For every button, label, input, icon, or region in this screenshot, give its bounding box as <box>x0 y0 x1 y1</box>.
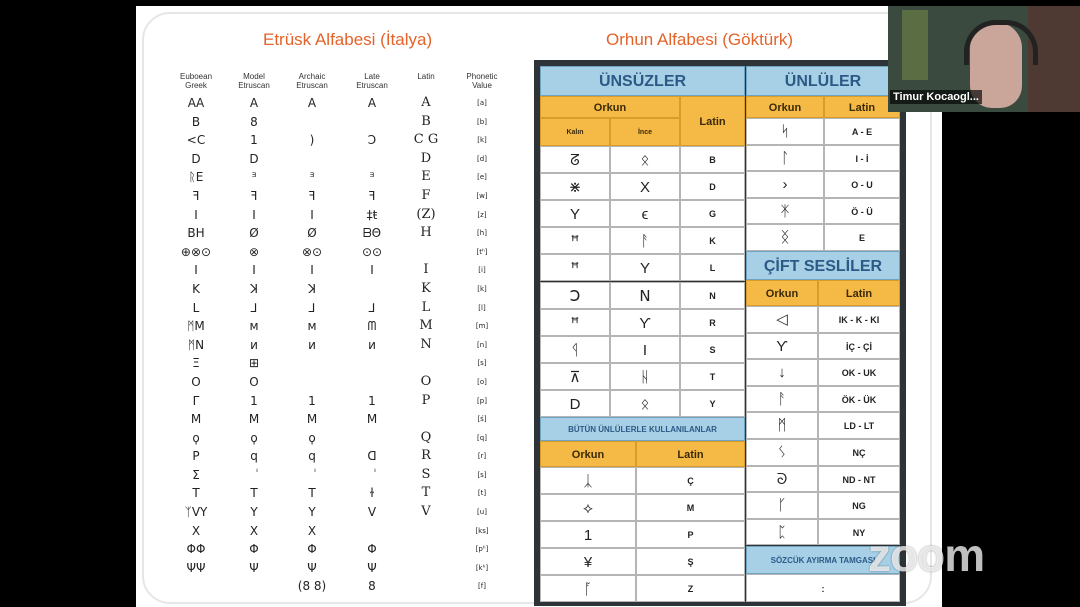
header-line-1: Phonetic <box>466 72 498 81</box>
header-line-1: Euboean <box>179 72 213 81</box>
etruscan-cell: F <box>421 187 431 203</box>
etruscan-cell: [ks] <box>475 526 489 535</box>
etruscan-cell: ⅃ <box>250 300 258 315</box>
etruscan-cell: P <box>421 392 431 408</box>
etruscan-cell: Ψ <box>307 560 317 575</box>
etruscan-cell: [z] <box>477 210 487 219</box>
etruscan-cell: X <box>191 523 201 538</box>
unluler-header: ÜNLÜLER <box>746 66 900 96</box>
etruscan-cell: ᛗN <box>187 337 205 352</box>
etruscan-column-header <box>346 72 398 90</box>
consonant-ince: ᛟ <box>610 146 680 173</box>
etruscan-cell: [tʰ] <box>476 247 488 256</box>
etruscan-cell: K <box>421 280 431 296</box>
headphones-icon <box>964 20 1038 65</box>
etruscan-row <box>166 113 526 132</box>
etruscan-cell: T <box>308 486 316 501</box>
etruscan-cell: T <box>421 485 431 501</box>
etruscan-cell: [r] <box>477 452 487 461</box>
etruscan-row <box>166 317 526 336</box>
etruscan-cell: ΒH <box>187 226 205 241</box>
cift-orkun: ᛈ <box>746 519 818 546</box>
consonant-ince: X <box>610 173 680 200</box>
etruscan-cell: 1 <box>368 393 376 408</box>
cift-latin: İÇ - Çİ <box>818 333 900 360</box>
header-line-2: Etruscan <box>238 81 270 90</box>
etruscan-cell: A <box>307 96 317 110</box>
etruscan-row <box>166 354 526 373</box>
cift-latin: IK - K - KI <box>818 306 900 333</box>
etruscan-cell: ΦΦ <box>186 542 206 557</box>
etruscan-cell: E <box>421 169 431 185</box>
etruscan-row <box>166 410 526 429</box>
etruscan-cell: (Z) <box>416 206 436 222</box>
etruscan-cell: ꟻ <box>308 188 316 203</box>
etruscan-row <box>166 503 526 522</box>
etruscan-cell: [h] <box>477 229 487 238</box>
cift-orkun: ◁ <box>746 306 818 333</box>
etruscan-cell: Φ <box>307 542 317 557</box>
etruscan-cell: q <box>250 449 258 464</box>
etruscan-row <box>166 392 526 411</box>
vowel-latin: I - İ <box>824 145 900 172</box>
etruscan-cell: Y <box>308 505 316 520</box>
etruscan-cell: ᛗM <box>187 319 205 334</box>
etruscan-cell: ᴍ <box>249 319 259 334</box>
etruscan-cell: Ψ <box>367 560 377 575</box>
etruscan-cell: 1 <box>308 393 316 408</box>
etruscan-row <box>166 150 526 169</box>
etruscan-cell: [u] <box>477 508 487 517</box>
cift-latin: ND - NT <box>818 466 900 493</box>
etruscan-cell: C G <box>413 132 439 148</box>
consonant-ince: ᛟ <box>610 390 680 417</box>
etruscan-cell: K <box>192 281 200 296</box>
etruscan-row <box>166 94 526 113</box>
latin-label: Latin <box>818 280 900 306</box>
etruscan-cell: M <box>419 318 433 334</box>
etruscan-cell: M <box>366 412 378 427</box>
etruscan-cell: ᴲ <box>309 170 315 185</box>
etruscan-cell: ⅃ <box>308 300 316 315</box>
etruscan-cell <box>228 466 280 484</box>
etruscan-column-header <box>406 72 446 81</box>
etruscan-cell: ϙ <box>192 430 200 445</box>
cift-orkun: ᛗ <box>746 412 818 439</box>
etruscan-cell: ꓘ <box>308 281 316 296</box>
common-orkun: 1 <box>540 521 636 548</box>
header-line-2: Value <box>472 81 492 90</box>
etruscan-cell: D <box>191 151 201 166</box>
vowel-orkun: ᛚ <box>746 145 824 172</box>
etruscan-row <box>166 522 526 541</box>
consonant-kalin: Ↄ <box>540 282 610 309</box>
etruscan-cell: A <box>421 95 431 110</box>
header-line-1: Latin <box>417 72 435 81</box>
etruscan-row <box>166 206 526 225</box>
consonant-latin: K <box>680 227 745 254</box>
etruscan-cell: L <box>192 300 200 315</box>
etruscan-cell: Y <box>250 505 258 520</box>
etruscan-cell: ᚱE <box>188 170 204 185</box>
consonant-kalin: D <box>540 390 610 417</box>
etruscan-cell: O <box>420 373 432 389</box>
etruscan-cell: M <box>248 412 260 427</box>
cift-orkun: ᚴ <box>746 492 818 519</box>
word-separator-symbol: : <box>746 574 900 602</box>
etruscan-cell: T <box>250 486 258 501</box>
cift-latin: NG <box>818 492 900 519</box>
common-latin: P <box>636 521 745 548</box>
consonant-kalin: ⋇ <box>540 173 610 200</box>
etruscan-cell: q <box>308 449 316 464</box>
background-poster <box>902 10 928 80</box>
consonant-latin: B <box>680 146 745 173</box>
etruscan-cell: ⊙⊙ <box>361 244 383 259</box>
etruscan-cell: V <box>367 505 377 520</box>
consonant-latin: T <box>680 363 745 390</box>
etruscan-cell: H <box>420 225 432 241</box>
etruscan-row <box>166 484 526 503</box>
cift-latin: NY <box>818 519 900 546</box>
orkun-label: Orkun <box>540 96 680 118</box>
etruscan-cell: V <box>421 504 431 520</box>
etruscan-row <box>166 466 526 485</box>
consonant-latin: N <box>680 282 745 309</box>
consonant-ince: I <box>610 336 680 363</box>
vowel-latin: O - U <box>824 171 900 198</box>
etruscan-cell: Φ <box>249 542 259 557</box>
vowel-orkun: ᛝ <box>746 224 824 251</box>
etruscan-cell: [k] <box>477 284 487 293</box>
etruscan-cell: [a] <box>477 99 487 107</box>
etruscan-cell: ᛉVY <box>184 505 208 520</box>
etruscan-cell: ꟻ <box>192 188 200 203</box>
etruscan-cell: 1 <box>250 393 258 408</box>
etruscan-cell: O <box>191 374 201 389</box>
etruscan-row <box>166 299 526 318</box>
etruscan-cell: ϙ <box>308 430 316 445</box>
etruscan-cell: [pʰ] <box>475 545 489 554</box>
etruscan-column-header <box>228 72 280 90</box>
etruscan-title: Etrüsk Alfabesi (İtalya) <box>263 30 433 49</box>
latin-label: Latin <box>680 96 745 146</box>
etruscan-cell: L <box>421 299 431 315</box>
word-separator-header: SÖZCÜK AYIRMA TAMGASI <box>746 546 900 574</box>
etruscan-cell: [m] <box>475 322 489 331</box>
etruscan-cell: [kʰ] <box>475 563 489 572</box>
etruscan-cell: [t] <box>477 489 487 498</box>
etruscan-cell: [p] <box>477 396 487 405</box>
etruscan-cell: <C <box>186 133 206 148</box>
participant-name: Timur Kocaogl... <box>890 90 982 104</box>
etruscan-row <box>166 224 526 243</box>
etruscan-cell: Ø <box>249 226 259 241</box>
etruscan-cell: ꓘ <box>250 281 258 296</box>
etruscan-column-header <box>168 72 224 90</box>
etruscan-cell: ⊕⊗⊙ <box>180 244 212 259</box>
etruscan-cell: ᴎ <box>308 337 316 352</box>
etruscan-cell: I <box>370 263 374 278</box>
etruscan-cell: ᴎ <box>250 337 258 352</box>
consonant-latin: D <box>680 173 745 200</box>
header-line-2: Greek <box>185 81 207 90</box>
etruscan-cell: M <box>306 412 318 427</box>
consonant-latin: L <box>680 254 745 281</box>
cift-orkun: ↓ <box>746 359 818 386</box>
orkun-label: Orkun <box>746 96 824 118</box>
cift-orkun: ᚨ <box>746 386 818 413</box>
kalin-label: Kalın <box>540 118 610 146</box>
vowel-orkun: ᛋ <box>746 118 824 145</box>
common-orkun: ⟡ <box>540 494 636 521</box>
etruscan-cell: [e] <box>477 173 487 182</box>
consonant-ince: ꓠ <box>610 282 680 309</box>
etruscan-cell: 8 <box>368 579 376 594</box>
consonant-latin: S <box>680 336 745 363</box>
consonant-ince: Y <box>610 254 680 281</box>
etruscan-cell: ᴍ <box>307 319 317 334</box>
vowel-orkun: › <box>746 171 824 198</box>
common-orkun: ¥ <box>540 548 636 575</box>
common-latin: M <box>636 494 745 521</box>
etruscan-cell: D <box>249 151 259 166</box>
etruscan-cell: T <box>192 486 200 501</box>
consonant-kalin: ꟸ <box>540 254 610 281</box>
common-latin: Ş <box>636 548 745 575</box>
common-orkun: ᚪ <box>540 575 636 602</box>
consonant-ince: ϒ <box>610 309 680 336</box>
cift-orkun: ϒ <box>746 333 818 360</box>
etruscan-cell: (8 8) <box>297 579 327 594</box>
consonant-latin: R <box>680 309 745 336</box>
etruscan-cell: ꟻ <box>250 188 258 203</box>
etruscan-row <box>166 131 526 150</box>
etruscan-row <box>166 429 526 448</box>
etruscan-cell: [s] <box>477 470 487 479</box>
header-line-1: Model <box>243 72 265 81</box>
cift-sesliler-header: ÇİFT SESLİLER <box>746 251 900 280</box>
etruscan-cell: [q] <box>477 433 487 442</box>
cift-orkun: ᘐ <box>746 466 818 493</box>
etruscan-cell: A <box>249 96 259 110</box>
etruscan-cell: I <box>194 263 198 278</box>
etruscan-cell: [o] <box>477 377 487 386</box>
video-thumbnail[interactable] <box>888 6 1080 112</box>
orkun-label: Orkun <box>540 441 636 467</box>
etruscan-cell: [f] <box>478 582 486 591</box>
header-line-1: Archaic <box>298 72 326 81</box>
etruscan-cell: Q <box>420 429 432 445</box>
etruscan-cell: ΨΨ <box>186 560 206 575</box>
etruscan-cell: P <box>192 449 200 464</box>
etruscan-cell: Ξ <box>192 356 200 371</box>
consonant-ince: ϵ <box>610 200 680 227</box>
etruscan-row <box>166 336 526 355</box>
etruscan-cell <box>346 466 398 484</box>
etruscan-row <box>166 577 526 596</box>
cift-latin: LD - LT <box>818 412 900 439</box>
cift-latin: ÖK - ÜK <box>818 386 900 413</box>
etruscan-cell: D <box>420 150 432 166</box>
consonant-kalin: ⊼ <box>540 363 610 390</box>
etruscan-cell: X <box>307 523 317 538</box>
common-latin: Z <box>636 575 745 602</box>
etruscan-row <box>166 447 526 466</box>
etruscan-cell: R <box>421 448 431 464</box>
etruscan-cell: ꟻ <box>368 188 376 203</box>
etruscan-cell: ᗷΘ <box>362 226 382 241</box>
etruscan-cell: ⊗ <box>248 244 260 259</box>
etruscan-cell: I <box>252 263 256 278</box>
etruscan-table <box>166 94 526 596</box>
etruscan-cell: ⊞ <box>248 356 260 371</box>
vowel-orkun: ᛡ <box>746 198 824 225</box>
etruscan-cell: ᗰ <box>367 319 377 334</box>
vowel-latin: E <box>824 224 900 251</box>
etruscan-cell: 1 <box>250 133 258 148</box>
etruscan-cell: X <box>249 523 259 538</box>
etruscan-cell: ᴲ <box>251 170 257 185</box>
cift-latin: OK - UK <box>818 359 900 386</box>
etruscan-cell: [ś] <box>477 415 487 424</box>
vowel-latin: Ö - Ü <box>824 198 900 225</box>
ince-label: İnce <box>610 118 680 146</box>
etruscan-cell: ɫ <box>369 486 375 501</box>
consonant-kalin: ꟸ <box>540 309 610 336</box>
unsuzler-header: ÜNSÜZLER <box>540 66 745 96</box>
etruscan-cell: S <box>421 466 431 482</box>
zoom-watermark: zoom <box>868 529 985 581</box>
consonant-kalin: ꟸ <box>540 227 610 254</box>
header-line-2: Etruscan <box>356 81 388 90</box>
etruscan-cell: [k] <box>477 136 487 145</box>
etruscan-row <box>166 559 526 578</box>
etruscan-cell: I <box>423 262 429 278</box>
etruscan-cell: ϙ <box>250 430 258 445</box>
latin-label: Latin <box>636 441 745 467</box>
etruscan-cell: O <box>249 374 259 389</box>
etruscan-cell: ΑA <box>187 96 205 110</box>
consonant-kalin: ᛩ <box>540 336 610 363</box>
etruscan-cell: [n] <box>477 340 487 349</box>
etruscan-cell: I <box>310 263 314 278</box>
orkun-label: Orkun <box>746 280 818 306</box>
etruscan-cell: I <box>194 207 198 222</box>
etruscan-cell: I <box>310 207 314 222</box>
etruscan-row <box>166 187 526 206</box>
etruscan-cell: [w] <box>476 191 488 200</box>
common-letters-header: BÜTÜN ÜNLÜLERLE KULLANILANLAR <box>540 417 745 441</box>
latin-label: Latin <box>824 96 900 118</box>
etruscan-cell: [s] <box>477 359 487 368</box>
etruscan-cell: B <box>191 114 201 129</box>
vowel-latin: A - E <box>824 118 900 145</box>
etruscan-cell: Ø <box>307 226 317 241</box>
etruscan-cell: Φ <box>367 542 377 557</box>
etruscan-cell <box>286 466 338 484</box>
consonant-latin: Y <box>680 390 745 417</box>
etruscan-cell: Ψ <box>249 560 259 575</box>
etruscan-row <box>166 540 526 559</box>
etruscan-cell: N <box>420 336 432 352</box>
orkhon-title: Orhun Alfabesi (Göktürk) <box>606 30 794 49</box>
etruscan-cell: 8 <box>250 114 258 129</box>
etruscan-cell: ⅃ <box>368 300 376 315</box>
etruscan-row <box>166 373 526 392</box>
etruscan-column-header <box>462 72 502 90</box>
cift-latin: NÇ <box>818 439 900 466</box>
etruscan-row <box>166 280 526 299</box>
consonant-kalin: Y <box>540 200 610 227</box>
consonant-latin: G <box>680 200 745 227</box>
consonant-kalin: ᘔ <box>540 146 610 173</box>
etruscan-cell: ) <box>309 133 315 148</box>
etruscan-cell: [i] <box>478 266 486 275</box>
header-line-2: Etruscan <box>296 81 328 90</box>
etruscan-cell: ‡ŧ <box>366 207 378 222</box>
consonant-ince: ᚺ <box>610 363 680 390</box>
etruscan-cell: I <box>252 207 256 222</box>
etruscan-cell: ᴎ <box>368 337 376 352</box>
etruscan-cell: B <box>421 113 431 129</box>
etruscan-cell: [d] <box>477 154 487 163</box>
etruscan-cell: ⊗⊙ <box>301 244 323 259</box>
etruscan-cell: Ↄ <box>367 133 377 148</box>
etruscan-row <box>166 168 526 187</box>
etruscan-cell: [l] <box>478 303 486 312</box>
header-line-1: Late <box>364 72 380 81</box>
common-latin: Ç <box>636 467 745 494</box>
etruscan-cell: M <box>190 412 202 427</box>
etruscan-cell: A <box>367 96 377 110</box>
orkhon-chart <box>534 60 906 606</box>
etruscan-cell: Σ <box>192 467 200 482</box>
etruscan-cell: Γ <box>192 393 200 408</box>
etruscan-row <box>166 243 526 262</box>
consonant-ince: ᚨ <box>610 227 680 254</box>
etruscan-cell: ᴲ <box>369 170 375 185</box>
etruscan-cell: ᗡ <box>367 449 377 464</box>
common-orkun: ᛣ <box>540 467 636 494</box>
etruscan-row <box>166 261 526 280</box>
etruscan-cell: [b] <box>477 117 487 126</box>
cift-orkun: ᛊ <box>746 439 818 466</box>
presentation-slide <box>136 6 942 607</box>
etruscan-column-header <box>286 72 338 90</box>
